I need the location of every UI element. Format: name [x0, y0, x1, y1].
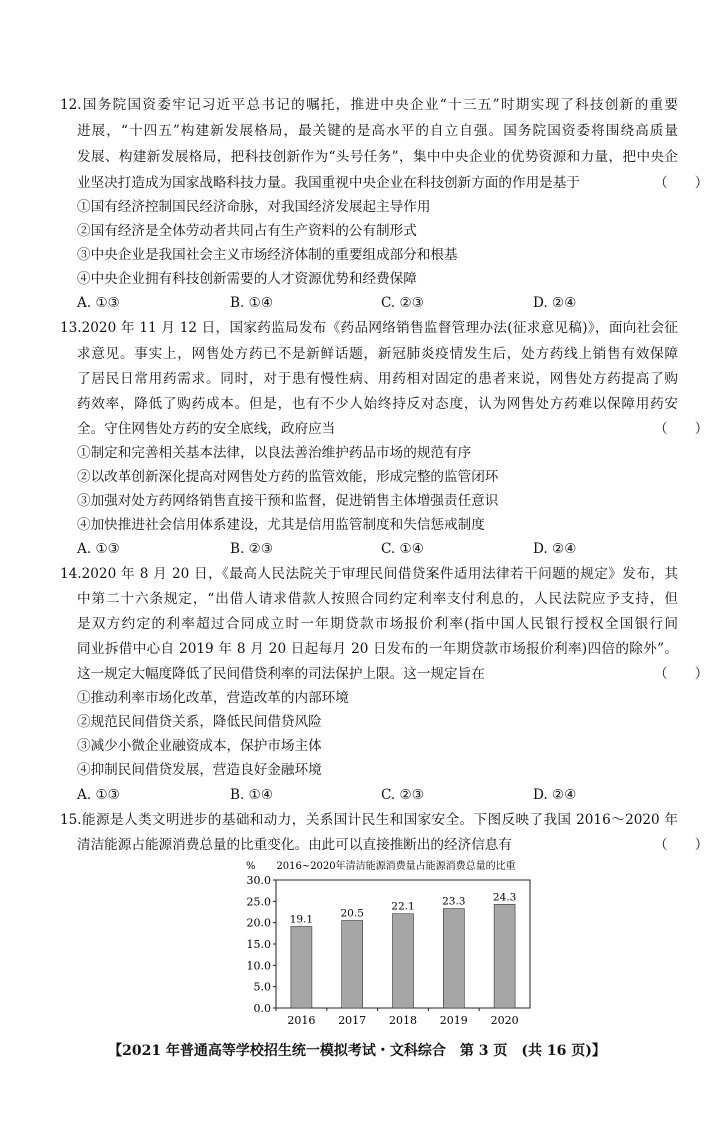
q15-line-1: 15.能源是人类文明进步的基础和动力，关系国计民生和国家安全。下图反映了我国 2016～2020 年 [60, 812, 678, 828]
page-footer: 【2021 年普通高等学校招生统一模拟考试・文科综合 第 3 页 (共 16 页)】 [108, 1043, 606, 1059]
q14-line-5: 这一规定大幅度降低了民间借贷利率的司法保护上限。这一规定旨在 [77, 666, 485, 682]
chart-y-tick-label: 0.0 [253, 1002, 271, 1015]
chart-value-label-2020: 24.3 [492, 891, 517, 904]
q14-item-4: ④抑制民间借贷发展，营造良好金融环境 [77, 762, 322, 778]
q14-item-2: ②规范民间借贷关系，降低民间借贷风险 [77, 714, 322, 730]
q15-line-2: 清洁能源占能源消费总量的比重变化。由此可以直接推断出的经济信息有 [77, 837, 512, 853]
q14-option-d: D. ②④ [533, 787, 577, 803]
chart-y-tick-label: 5.0 [253, 980, 271, 994]
chart-x-tick-label-2017: 2017 [338, 1014, 367, 1027]
q14-line-1: 14.2020 年 8 月 20 日，《最高人民法院关于审理民间借贷案件适用法律若干问题的规定》发布，其 [60, 566, 678, 582]
chart-x-tick-label-2018: 2018 [389, 1014, 417, 1027]
chart-y-tick-label: 25.0 [246, 895, 271, 909]
q12-item-1: ①国有经济控制国民经济命脉，对我国经济发展起主导作用 [77, 199, 431, 215]
chart-bars [290, 891, 517, 1008]
chart-value-label-2018: 22.1 [391, 900, 415, 913]
bar-chart [236, 853, 536, 1033]
chart-x-tick-label-2016: 2016 [287, 1014, 316, 1027]
chart-value-label-2016: 19.1 [289, 913, 314, 926]
q12-line-2: 进展，“十四五”构建新发展格局，最关键的是高水平的自立自强。国务院国资委将围绕高质量 [77, 123, 678, 139]
q14-line-3: 是双方约定的利率超过合同成立时一年期贷款市场报价利率(指中国人民银行授权全国银行间 [77, 616, 678, 632]
chart-value-label-2019: 23.3 [442, 895, 466, 908]
q13-item-2: ②以改革创新深化提高对网售处方药的监管效能，形成完整的监管闭环 [77, 469, 499, 485]
chart-y-tick-label: 30.0 [246, 874, 271, 887]
q14-option-b: B. ①④ [230, 787, 274, 803]
q12-option-d: D. ②④ [533, 295, 577, 311]
q13-option-a: A. ①③ [77, 541, 120, 557]
q13-option-b: B. ②③ [230, 541, 274, 557]
q12-item-2: ②国有经济是全体劳动者共同占有生产资料的公有制形式 [77, 223, 417, 239]
q13-item-4: ④加快推进社会信用体系建设，尤其是信用监管制度和失信惩戒制度 [77, 517, 485, 533]
q13-line-2: 求意见。事实上，网售处方药已不是新鲜话题，新冠肺炎疫情发生后，处方药线上销售有效保障 [77, 346, 678, 362]
chart-bar-2018 [393, 914, 414, 1008]
q14-answer-paren: （ ） [654, 666, 709, 682]
q13-line-4: 药效率，降低了购药成本。但是，也有不少人始终持反对态度，认为网售处方药难以保障用药安 [77, 396, 678, 412]
q12-option-c: C. ②③ [381, 295, 424, 311]
q13-line-1: 13.2020 年 11 月 12 日，国家药监局发布《药品网络销售监督管理办法(征求意见稿)》，面向社会征 [60, 320, 678, 336]
q13-option-d: D. ②④ [533, 541, 577, 557]
chart-y-tick-label: 15.0 [246, 938, 271, 951]
chart-y-tick-label: 10.0 [246, 959, 271, 973]
q13-line-3: 了居民日常用药需求。同时，对于患有慢性病、用药相对固定的患者来说，网售处方药提高了购 [77, 371, 678, 387]
q15-answer-paren: （ ） [654, 837, 709, 853]
chart-x-tick-label-2019: 2019 [439, 1014, 468, 1027]
q12-line-4: 业坚决打造成为国家战略科技力量。我国重视中央企业在科技创新方面的作用是基于 [77, 175, 580, 191]
chart-value-label-2017: 20.5 [340, 907, 364, 920]
chart-y-axis [247, 874, 277, 1015]
chart-x-tick-label-2020: 2020 [490, 1014, 519, 1027]
q12-answer-paren: （ ） [654, 175, 709, 191]
chart-bar-2017 [342, 921, 363, 1008]
q12-item-4: ④中央企业拥有科技创新需要的人才资源优势和经费保障 [77, 271, 417, 287]
q14-item-1: ①推动利率市场化改革，营造改革的内部环境 [77, 690, 349, 706]
q14-item-3: ③减少小微企业融资成本，保护市场主体 [77, 738, 322, 754]
chart-title: 2016~2020年清洁能源消费量占能源消费总量的比重 [276, 861, 516, 872]
q13-item-1: ①制定和完善相关基本法律，以良法善治维护药品市场的规范有序 [77, 445, 472, 461]
q12-option-b: B. ①④ [230, 295, 274, 311]
chart-x-axis [276, 1008, 519, 1027]
q12-line-3: 发展、构建新发展格局，把科技创新作为“头号任务”，集中中央企业的优势资源和力量，把中央企 [77, 149, 678, 165]
chart-y-unit: % [246, 861, 256, 872]
q13-answer-paren: （ ） [654, 421, 709, 437]
q12-item-3: ③中央企业是我国社会主义市场经济体制的重要组成部分和根基 [77, 247, 458, 263]
q12-option-a: A. ①③ [77, 295, 120, 311]
q14-line-4: 同业拆借中心自 2019 年 8 月 20 日起每月 20 日发布的一年期贷款市场报价利率)四倍的除外”。 [77, 641, 678, 657]
chart-bar-2019 [443, 909, 464, 1008]
chart-bar-2020 [494, 904, 515, 1008]
q14-line-2: 中第二十六条规定，“出借人请求借款人按照合同约定利率支付利息的，人民法院应予支持，但 [77, 591, 678, 607]
chart-y-tick-label: 20.0 [246, 916, 271, 930]
q14-option-a: A. ①③ [77, 787, 120, 803]
q13-item-3: ③加强对处方药网络销售直接干预和监督，促进销售主体增强责任意识 [77, 493, 499, 509]
q13-line-5: 全。守住网售处方药的安全底线，政府应当 [77, 421, 336, 437]
q12-line-1: 12.国务院国资委牢记习近平总书记的嘱托，推进中央企业“十三五”时期实现了科技创新的重要 [60, 97, 678, 113]
q13-option-c: C. ①④ [381, 541, 424, 557]
q14-option-c: C. ②③ [381, 787, 424, 803]
chart-bar-2016 [291, 927, 312, 1008]
